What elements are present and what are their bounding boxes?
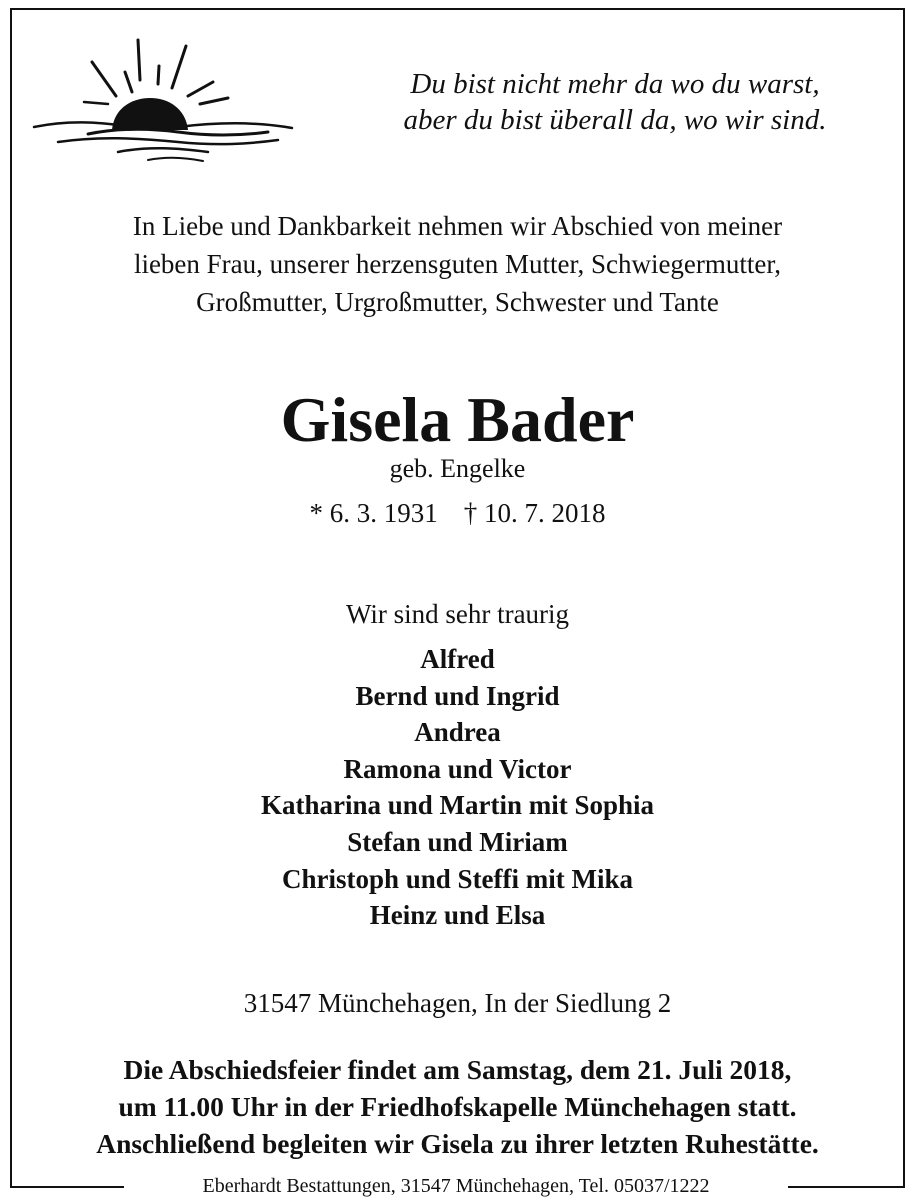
mourner-name: Bernd und Ingrid — [355, 680, 560, 711]
ceremony-info — [10, 1051, 905, 1162]
intro-line-2: lieben Frau, unserer herzensguten Mutter, Schwiegermutter, — [133, 249, 782, 279]
intro-text — [20, 207, 895, 321]
life-dates — [0, 495, 915, 531]
maiden-name: geb. Engelke — [389, 454, 526, 483]
deceased-name: Gisela Bader — [280, 384, 635, 455]
intro-line-3: Großmutter, Urgroßmutter, Schwester und Tante — [196, 287, 719, 317]
motto-line-1: Du bist nicht mehr da wo du warst, — [410, 68, 820, 100]
sunrise-icon — [28, 32, 298, 167]
mourner-name: Heinz und Elsa — [369, 900, 546, 931]
death-date: † 10. 7. 2018 — [463, 498, 606, 528]
mourner-name: Katharina und Martin mit Sophia — [260, 790, 655, 821]
footer-rule-right — [788, 1186, 905, 1188]
mourner-name: Ramona und Victor — [343, 753, 572, 784]
birth-date: * 6. 3. 1931 — [309, 498, 438, 528]
ceremony-line-1: Die Abschiedsfeier findet am Samstag, dem 21. Juli 2018, — [123, 1054, 792, 1085]
ceremony-line-3: Anschließend begleiten wir Gisela zu ihrer letzten Ruhestätte. — [96, 1128, 819, 1159]
funeral-home-footer: Eberhardt Bestattungen, 31547 Münchehagen, Tel. 05037/1222 — [124, 1173, 788, 1199]
motto-line-2: aber du bist überall da, wo wir sind. — [403, 104, 827, 136]
mourner-name: Christoph und Steffi mit Mika — [281, 863, 634, 894]
intro-line-1: In Liebe und Dankbarkeit nehmen wir Abschied von meiner — [132, 211, 783, 241]
mourner-name: Alfred — [420, 644, 495, 674]
mourner-name: Stefan und Miriam — [347, 826, 568, 857]
mourner-list — [0, 641, 915, 934]
motto — [360, 66, 870, 138]
family-address: 31547 Münchehagen, In der Siedlung 2 — [243, 988, 672, 1018]
ceremony-line-2: um 11.00 Uhr in der Friedhofskapelle Münchehagen statt. — [118, 1091, 797, 1122]
mourner-name: Andrea — [414, 717, 501, 748]
mourning-line: Wir sind sehr traurig — [345, 599, 570, 629]
footer-rule-left — [10, 1186, 124, 1188]
